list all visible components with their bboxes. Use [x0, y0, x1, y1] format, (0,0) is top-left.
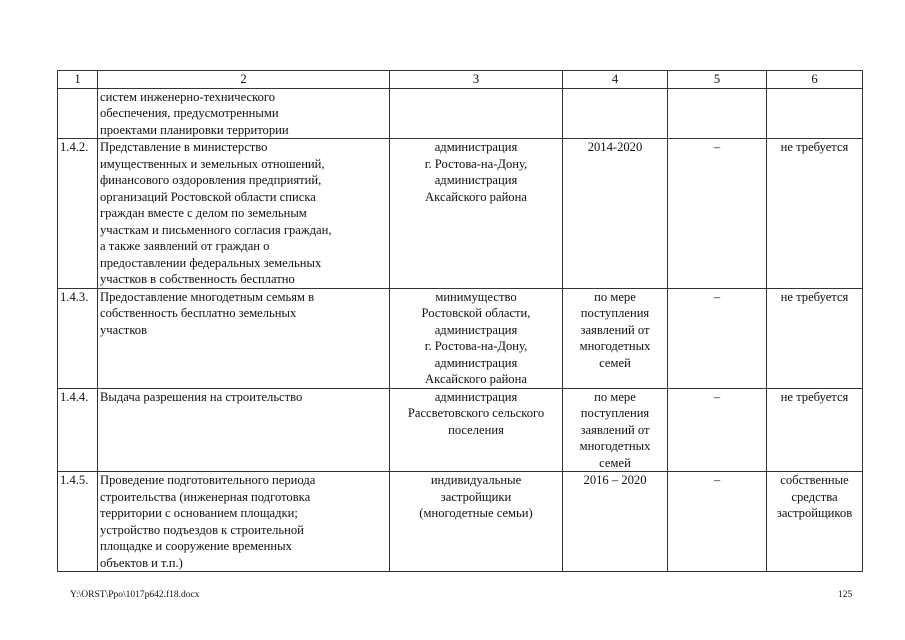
funding-source-cell-line: не требуется [780, 140, 849, 154]
table-row [58, 139, 863, 289]
executor-cell-line: минимущество [435, 289, 517, 304]
table-row [58, 388, 863, 472]
term-cell [563, 388, 668, 472]
cost-cell: – [668, 388, 767, 472]
funding-source-cell-line: не требуется [780, 389, 849, 404]
description-cell-line: территории с основанием площадки; [100, 506, 298, 520]
description-cell-line: площадке и сооружение временных [100, 539, 292, 553]
description-cell-line: организаций Ростовской области списка [100, 189, 316, 204]
executor-cell-line: Аксайского района [425, 189, 527, 204]
executor-cell-line: администрация [434, 355, 518, 370]
description-cell [98, 388, 390, 472]
item-number-cell [58, 88, 98, 139]
header-cell: 1 [58, 71, 98, 89]
description-cell-line: строительства (инженерная подготовка [100, 489, 311, 504]
description-cell-line: участков в собственность бесплатно [100, 272, 295, 286]
item-number-cell: 1.4.3. [58, 288, 98, 388]
description-cell-line: финансового оздоровления предприятий, [100, 173, 322, 187]
executor-cell-line: г. Ростова-на-Дону, [424, 339, 528, 353]
description-cell-line: Предоставление многодетным семьям в [100, 289, 315, 304]
term-cell [563, 139, 668, 289]
description-cell-line: Выдача разрешения на строительство [100, 389, 303, 404]
executor-cell-line: администрация [434, 173, 518, 187]
cost-cell: – [668, 288, 767, 388]
description-cell-line: проектами планировки территории [100, 122, 289, 137]
description-cell-line: систем инженерно-технического [100, 89, 276, 104]
executor-cell-line: г. Ростова-на-Дону, [424, 156, 528, 171]
table-body [58, 88, 863, 572]
cost-cell: – [668, 472, 767, 572]
description-cell [98, 139, 390, 289]
funding-source-cell [767, 472, 863, 572]
executor-cell-line: поселения [448, 422, 504, 437]
description-cell [98, 288, 390, 388]
term-cell-line: по мере [594, 289, 636, 304]
funding-source-cell-line: не требуется [780, 289, 849, 304]
description-cell-line: обеспечения, предусмотренными [100, 106, 279, 120]
description-cell-line: собственность бесплатно земельных [100, 306, 297, 320]
header-cell: 3 [390, 71, 563, 89]
term-cell-line: семей [599, 355, 631, 370]
description-cell-line: имущественных и земельных отношений, [100, 156, 325, 171]
executor-cell [390, 139, 563, 289]
header-cell: 4 [563, 71, 668, 89]
term-cell-line: семей [599, 455, 631, 470]
description-cell-line: объектов и т.п.) [100, 555, 183, 570]
table-row [58, 88, 863, 139]
term-cell-line: по мере [594, 389, 636, 404]
funding-source-cell-line: собственные [780, 473, 849, 487]
term-cell [563, 88, 668, 139]
executor-cell [390, 288, 563, 388]
table-row [58, 288, 863, 388]
description-cell-line: устройство подъездов к строительной [100, 522, 304, 537]
item-number-cell: 1.4.2. [58, 139, 98, 289]
term-cell [563, 288, 668, 388]
executor-cell-line: застройщики [440, 489, 512, 504]
term-cell-line: заявлений от [580, 422, 650, 437]
description-cell-line: Представление в министерство [100, 140, 268, 154]
executor-cell [390, 472, 563, 572]
header-cell: 6 [767, 71, 863, 89]
term-cell [563, 472, 668, 572]
cost-cell [668, 88, 767, 139]
funding-source-cell [767, 388, 863, 472]
executor-cell [390, 388, 563, 472]
description-cell-line: Проведение подготовительного периода [100, 473, 316, 487]
footer-file-path: Y:\ORST\Ppo\1017p642.f18.docx [70, 590, 200, 600]
term-cell-line: многодетных [579, 439, 651, 453]
header-cell: 5 [668, 71, 767, 89]
executor-cell-line: Ростовской области, [421, 306, 531, 320]
term-cell-line: поступления [580, 406, 650, 420]
funding-source-cell [767, 288, 863, 388]
funding-source-cell [767, 139, 863, 289]
item-number-cell: 1.4.5. [58, 472, 98, 572]
executor-cell-line: индивидуальные [430, 473, 522, 487]
description-cell-line: участкам и письменного согласия граждан, [100, 222, 332, 237]
term-cell-line: поступления [580, 306, 650, 320]
description-cell-line: участков [100, 322, 148, 337]
funding-source-cell [767, 88, 863, 139]
footer-page-number: 125 [838, 590, 853, 600]
executor-cell-line: Рассветовского сельского [407, 406, 545, 420]
term-cell-line: заявлений от [580, 322, 650, 337]
funding-source-cell-line: застройщиков [776, 506, 853, 520]
executor-cell-line: администрация [434, 140, 518, 154]
funding-source-cell-line: средства [791, 489, 838, 504]
description-cell [98, 472, 390, 572]
executor-cell-line: администрация [434, 389, 518, 404]
executor-cell-line: (многодетные семьи) [419, 506, 533, 520]
header-cell: 2 [98, 71, 390, 89]
term-cell-line: 2016 – 2020 [583, 473, 647, 487]
document-table [57, 70, 863, 572]
executor-cell-line: Аксайского района [425, 372, 527, 386]
item-number-cell: 1.4.4. [58, 388, 98, 472]
term-cell-line: 2014-2020 [587, 140, 643, 154]
description-cell [98, 88, 390, 139]
cost-cell: – [668, 139, 767, 289]
description-cell-line: граждан вместе с делом по земельным [100, 206, 307, 220]
executor-cell-line: администрация [434, 322, 518, 337]
table-row [58, 472, 863, 572]
table-header-row [58, 71, 863, 89]
description-cell-line: предоставлении федеральных земельных [100, 255, 322, 270]
description-cell-line: а также заявлений от граждан о [100, 239, 270, 253]
term-cell-line: многодетных [579, 339, 651, 353]
executor-cell [390, 88, 563, 139]
